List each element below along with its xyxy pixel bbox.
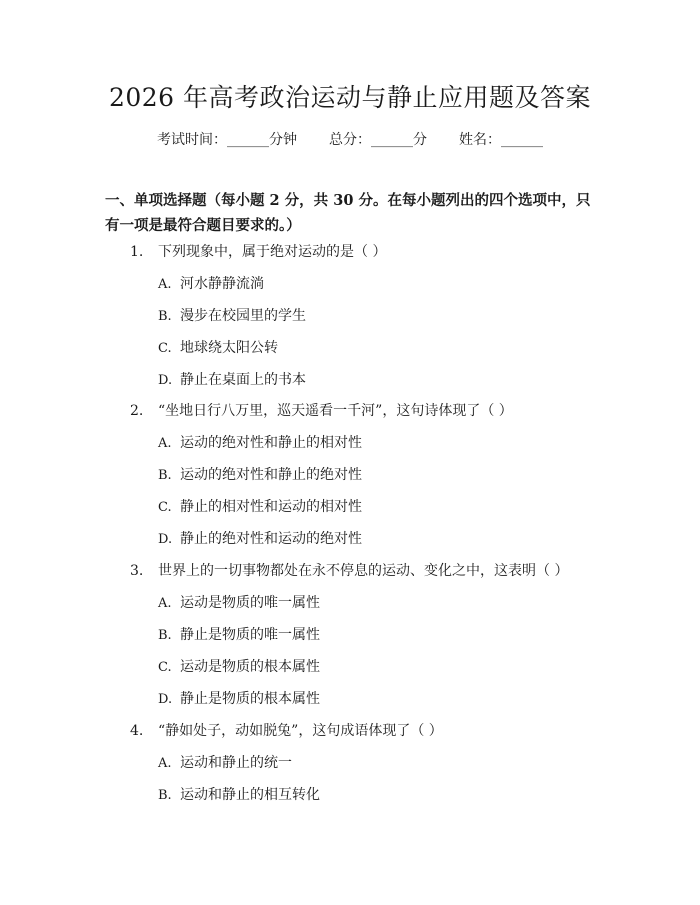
- question-text: 下列现象中，属于绝对运动的是（ ）: [158, 244, 387, 260]
- question-4-option-a: [158, 753, 292, 774]
- question-text: “静如处子，动如脱兔”，这句成语体现了（ ）: [158, 723, 443, 739]
- question-2-option-a: [158, 433, 362, 454]
- option-letter: A.: [158, 436, 172, 451]
- option-text: 运动和静止的相互转化: [180, 787, 320, 803]
- option-letter: C.: [158, 500, 172, 515]
- option-text: 静止是物质的根本属性: [180, 691, 320, 707]
- option-letter: B.: [158, 309, 172, 324]
- question-number: 2.: [130, 403, 144, 419]
- option-text: 静止在桌面上的书本: [180, 372, 306, 388]
- question-4: [130, 721, 443, 741]
- option-letter: C.: [158, 660, 172, 675]
- option-letter: A.: [158, 277, 172, 292]
- question-2: [130, 401, 513, 421]
- option-text: 河水静静流淌: [180, 276, 264, 292]
- option-text: 静止的相对性和运动的相对性: [180, 499, 362, 515]
- option-text: 运动的绝对性和静止的绝对性: [180, 467, 362, 483]
- option-letter: D.: [158, 532, 173, 547]
- exam-title: 2026 年高考政治运动与静止应用题及答案: [108, 83, 592, 112]
- option-letter: A.: [158, 756, 172, 771]
- question-1-option-d: [158, 370, 306, 391]
- section-heading: 一、单项选择题（每小题 2 分，共 30 分。在每小题列出的四个选项中，只有一项是最符合题目要求的。）: [105, 192, 591, 234]
- option-text: 静止的绝对性和运动的绝对性: [180, 531, 362, 547]
- question-2-option-c: [158, 497, 362, 518]
- question-1-option-b: [158, 306, 306, 327]
- option-letter: B.: [158, 468, 172, 483]
- exam-time-field: 考试时间：______分钟: [157, 132, 297, 148]
- option-text: 静止是物质的唯一属性: [180, 627, 320, 643]
- question-number: 1.: [130, 244, 144, 260]
- option-letter: C.: [158, 341, 172, 356]
- question-2-option-d: [158, 529, 362, 550]
- option-letter: D.: [158, 692, 173, 707]
- option-text: 地球绕太阳公转: [180, 340, 278, 356]
- question-3-option-d: [158, 689, 320, 710]
- question-3-option-a: [158, 593, 320, 614]
- student-name-field: 姓名：______: [459, 132, 543, 148]
- option-text: 漫步在校园里的学生: [180, 308, 306, 324]
- exam-meta: [0, 130, 700, 150]
- question-3-option-b: [158, 625, 320, 646]
- question-1-option-a: [158, 274, 264, 295]
- question-2-option-b: [158, 465, 362, 486]
- question-3: [130, 561, 568, 581]
- option-text: 运动的绝对性和静止的相对性: [180, 435, 362, 451]
- question-text: “坐地日行八万里，巡天遥看一千河”，这句诗体现了（ ）: [158, 403, 513, 419]
- option-letter: B.: [158, 628, 172, 643]
- option-letter: A.: [158, 596, 172, 611]
- question-1-option-c: [158, 338, 278, 359]
- option-text: 运动是物质的根本属性: [180, 659, 320, 675]
- question-1: [130, 242, 386, 262]
- option-text: 运动是物质的唯一属性: [180, 595, 320, 611]
- question-text: 世界上的一切事物都处在永不停息的运动、变化之中，这表明（ ）: [158, 563, 569, 579]
- total-score-field: 总分：______分: [329, 132, 427, 148]
- question-3-option-c: [158, 657, 320, 678]
- question-4-option-b: [158, 785, 320, 806]
- question-number: 3.: [130, 563, 144, 579]
- option-text: 运动和静止的统一: [180, 755, 292, 771]
- option-letter: B.: [158, 788, 172, 803]
- question-number: 4.: [130, 723, 144, 739]
- option-letter: D.: [158, 373, 173, 388]
